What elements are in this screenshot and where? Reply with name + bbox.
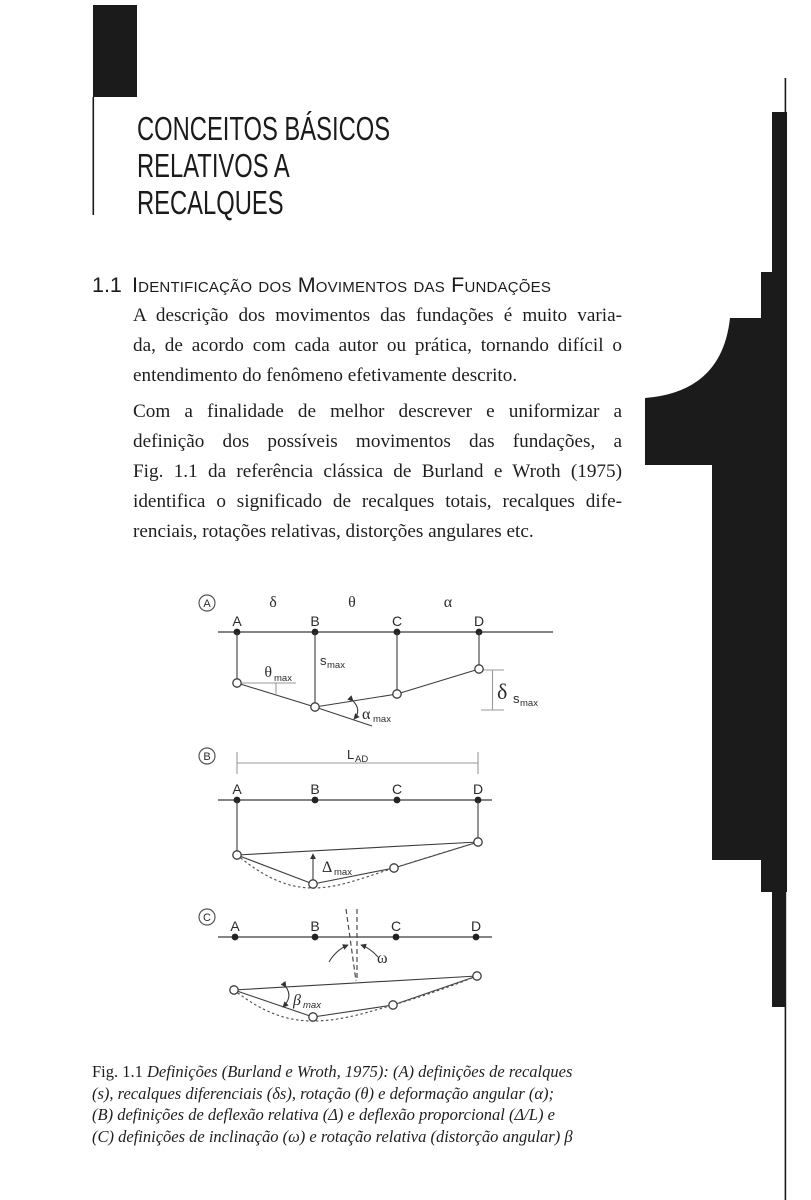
settled-segment: [234, 990, 313, 1017]
point-label-a: A: [230, 918, 240, 934]
point-label-c: C: [390, 918, 402, 934]
settled-point: [233, 851, 241, 859]
diagram-b: [199, 747, 492, 888]
beta-max-arc: [283, 987, 289, 1007]
point-label-a: A: [232, 781, 242, 797]
point-label-a: A: [232, 613, 242, 629]
paragraph-line: renciais, rotações relativas, distorções angulares etc.: [133, 521, 534, 542]
alpha-max-label: α: [362, 706, 371, 723]
settled-segment: [397, 669, 479, 694]
reference-node: [393, 934, 400, 941]
settled-point: [473, 972, 481, 980]
theta-max-label: θ: [264, 664, 272, 681]
settled-point: [389, 1001, 397, 1009]
point-label-b: B: [310, 918, 320, 934]
numeral-step-top-1: [772, 112, 787, 273]
numeral-step-top-2: [761, 272, 787, 319]
point-label-b: B: [310, 613, 320, 629]
diagram-c: [199, 909, 492, 1021]
chapter-title-line: CONCEITOS BÁSICOS: [137, 110, 391, 147]
diagram-a-badge-label: A: [203, 598, 211, 610]
alpha-max-sub: max: [373, 714, 391, 725]
beta-max-sub: max: [303, 1000, 321, 1011]
caption-line: [92, 1061, 644, 1083]
numeral-one-body: [645, 318, 787, 860]
reference-node: [394, 797, 401, 804]
omega-arrow-right: [361, 945, 378, 957]
paragraph-2: [133, 397, 622, 547]
settled-point: [230, 986, 238, 994]
chapter-title: [137, 110, 390, 221]
reference-node: [473, 934, 480, 941]
paragraph-line: definição dos possíveis movimentos das fundações, a: [133, 431, 622, 452]
point-label-c: C: [391, 781, 403, 797]
lad-label: L: [347, 747, 355, 762]
caption-line: (B) definições de deflexão relativa (Δ) e deflexão proporcional (Δ/L) e: [92, 1105, 555, 1124]
delta-smax-label: δ: [497, 679, 508, 704]
chapter-title-line: RECALQUES: [137, 184, 284, 221]
reference-node: [232, 934, 239, 941]
paragraph-line: A descrição dos movimentos das fundações é muito varia-: [133, 305, 622, 326]
reference-node: [312, 934, 319, 941]
caption-line: (C) definições de inclinação (ω) e rotação relativa (distorção angular) β: [92, 1126, 573, 1146]
lad-sub: AD: [355, 754, 369, 765]
settled-point: [390, 864, 398, 872]
omega-label: ω: [377, 950, 388, 967]
theta-max-sub: max: [274, 673, 292, 684]
alpha-symbol: α: [443, 594, 453, 611]
paragraph-1: [133, 301, 622, 391]
right-hairline: [785, 78, 787, 1200]
settled-point: [309, 880, 317, 888]
title-rule-line: [93, 97, 95, 215]
alpha-max-arc: [353, 701, 358, 719]
omega-arrow-left: [329, 945, 348, 962]
delta-max-label: Δ: [322, 859, 333, 876]
point-label-d: D: [470, 918, 482, 934]
numeral-step-bottom-1: [761, 860, 787, 892]
paragraph-line: identifica o significado de recalques totais, recalques dife-: [133, 491, 622, 512]
settled-point: [475, 665, 483, 673]
diagram-a: [199, 594, 553, 726]
delta-symbol: δ: [269, 594, 277, 611]
settled-point: [393, 690, 401, 698]
settled-point: [309, 1013, 317, 1021]
paragraph-line: Com a finalidade de melhor descrever e uniformizar a: [133, 401, 622, 422]
diagram-c-badge-label: C: [203, 912, 211, 924]
settled-point: [311, 703, 319, 711]
delta-smax-sub: max: [520, 698, 538, 709]
chord-line: [234, 976, 477, 990]
theta-symbol: θ: [348, 594, 356, 611]
figure-caption: [92, 1061, 644, 1147]
delta-max-sub: max: [334, 867, 352, 878]
paragraph-line: da, de acordo com cada autor ou prática, tornando difícil o: [133, 335, 622, 356]
caption-text: Definições (Burland e Wroth, 1975): (A) definições de recalques: [147, 1062, 573, 1081]
section-title: Identificação dos Movimentos das Fundações: [132, 273, 552, 297]
chapter-title-line: RELATIVOS A: [137, 147, 290, 184]
smax-label: s: [320, 653, 327, 668]
delta-smax-s: s: [513, 691, 520, 706]
settled-point: [233, 679, 241, 687]
paragraph-line: Fig. 1.1 da referência clássica de Burland e Wroth (1975): [133, 461, 622, 482]
settled-segment: [313, 1005, 393, 1017]
smax-sub: max: [327, 660, 345, 671]
figure-settlement-definitions: [185, 575, 565, 1055]
reference-node: [312, 797, 319, 804]
paragraph-line: entendimento do fenômeno efetivamente descrito.: [133, 365, 518, 386]
diagram-b-badge-label: B: [203, 751, 211, 763]
point-label-d: D: [472, 781, 484, 797]
beta-max-label: β: [293, 992, 301, 1009]
caption-figure-number: Fig. 1.1: [92, 1062, 143, 1081]
point-label-c: C: [391, 613, 403, 629]
numeral-step-bottom-2: [772, 892, 786, 1007]
section-number: 1.1: [92, 273, 122, 297]
settled-point: [474, 838, 482, 846]
point-label-d: D: [473, 613, 485, 629]
point-label-b: B: [310, 781, 320, 797]
corner-ink-block: [93, 5, 137, 97]
caption-line: (s), recalques diferenciais (δs), rotação (θ) e deformação angular (α);: [92, 1083, 555, 1103]
